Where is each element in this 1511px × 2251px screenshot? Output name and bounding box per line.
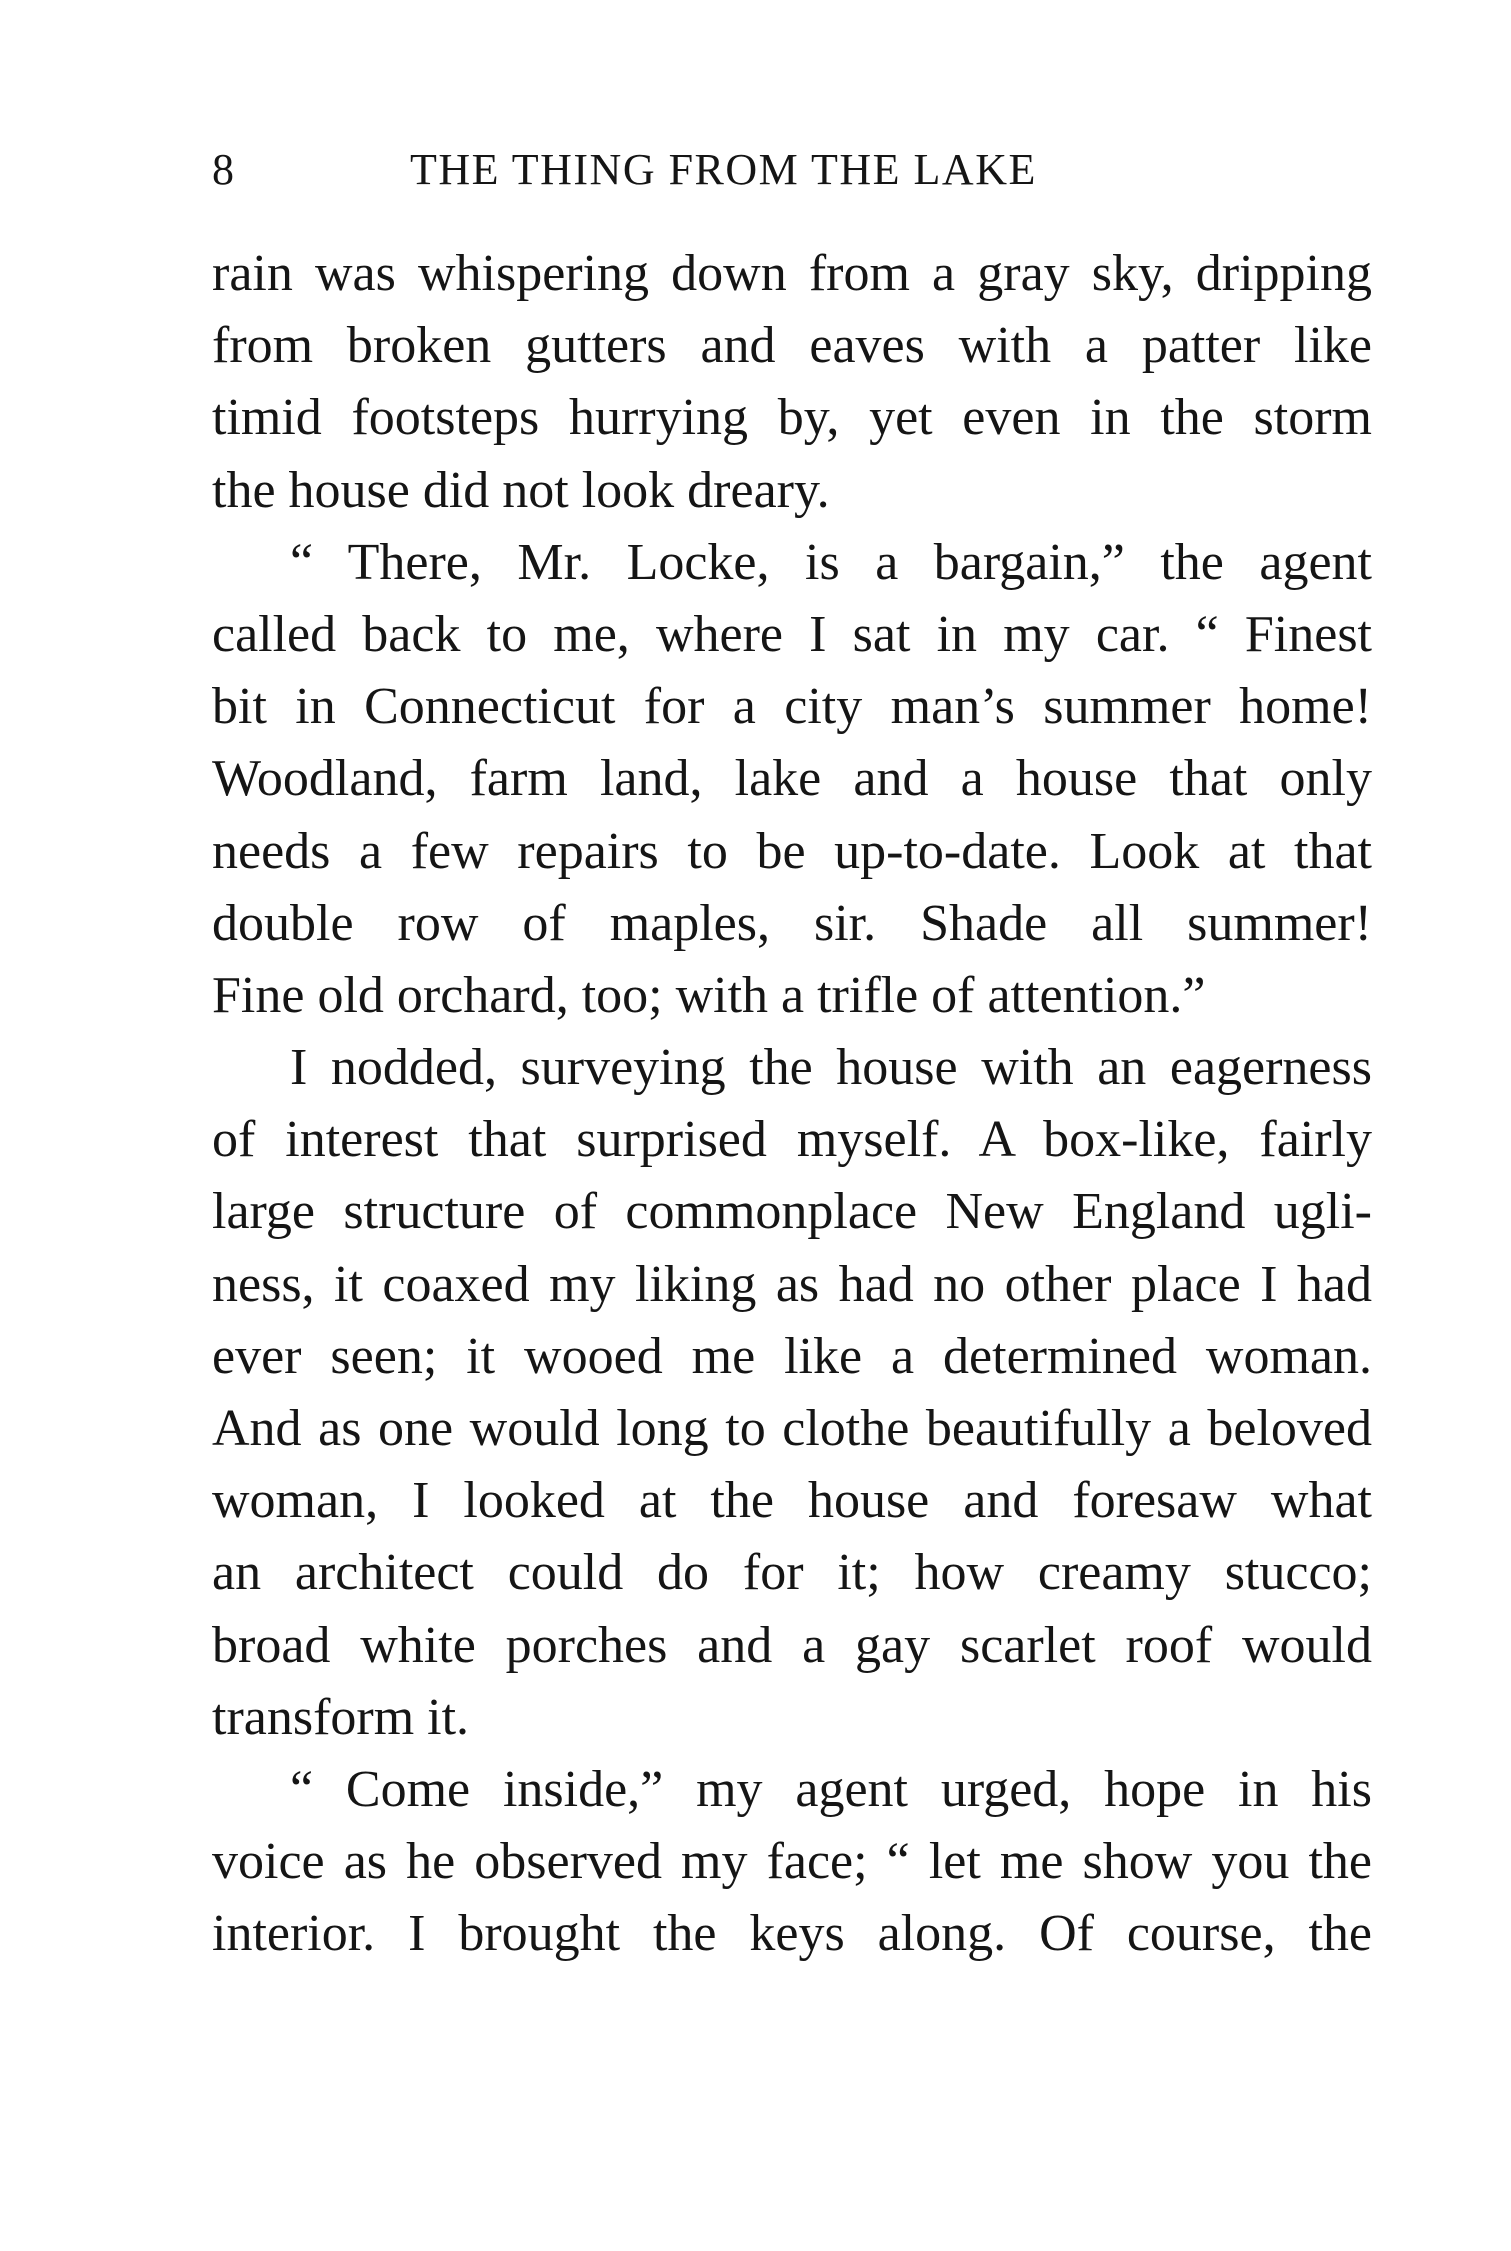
running-head [212,140,1372,200]
page-number: 8 [212,145,234,194]
text-line: needs a few repairs to be up-to-date. Look at that [212,822,1372,880]
body-text [212,238,1372,1971]
text-line: And as one would long to clothe beautifully a beloved [212,1400,1372,1457]
text-line: “ Come inside,” my agent urged, hope in his [290,1760,1372,1818]
text-line: woman, I looked at the house and foresaw what [212,1472,1372,1530]
text-line: broad white porches and a gay scarlet roof would [212,1616,1372,1674]
text-line: large structure of commonplace New England ugli- [212,1183,1372,1241]
text-line: “ There, Mr. Locke, is a bargain,” the agent [290,533,1372,591]
text-line: ness, it coaxed my liking as had no other place I had [212,1255,1372,1313]
text-line: bit in Connecticut for a city man’s summer home! [212,678,1372,736]
text-line: Woodland, farm land, lake and a house that only [212,750,1372,808]
text-line: of interest that surprised myself. A box-like, fairly [212,1111,1372,1169]
text-line: double row of maples, sir. Shade all summer! [212,894,1372,952]
text-line: an architect could do for it; how creamy stucco; [212,1544,1372,1602]
text-line: interior. I brought the keys along. Of course, the [212,1905,1372,1963]
text-line: timid footsteps hurrying by, yet even in the storm [212,389,1372,447]
text-line: I nodded, surveying the house with an eagerness [290,1039,1372,1097]
text-line: called back to me, where I sat in my car. “ Finest [212,605,1372,663]
text-line: ever seen; it wooed me like a determined woman. [212,1327,1372,1385]
text-line: from broken gutters and eaves with a patter like [212,317,1372,375]
text-line: the house did not look dreary. [212,461,830,519]
text-line: transform it. [212,1688,470,1746]
book-title: THE THING FROM THE LAKE [410,145,1037,194]
text-line: Fine old orchard, too; with a trifle of attention.” [212,966,1206,1024]
text-line: rain was whispering down from a gray sky, dripping [212,245,1372,302]
text-line: voice as he observed my face; “ let me show you the [212,1833,1372,1891]
